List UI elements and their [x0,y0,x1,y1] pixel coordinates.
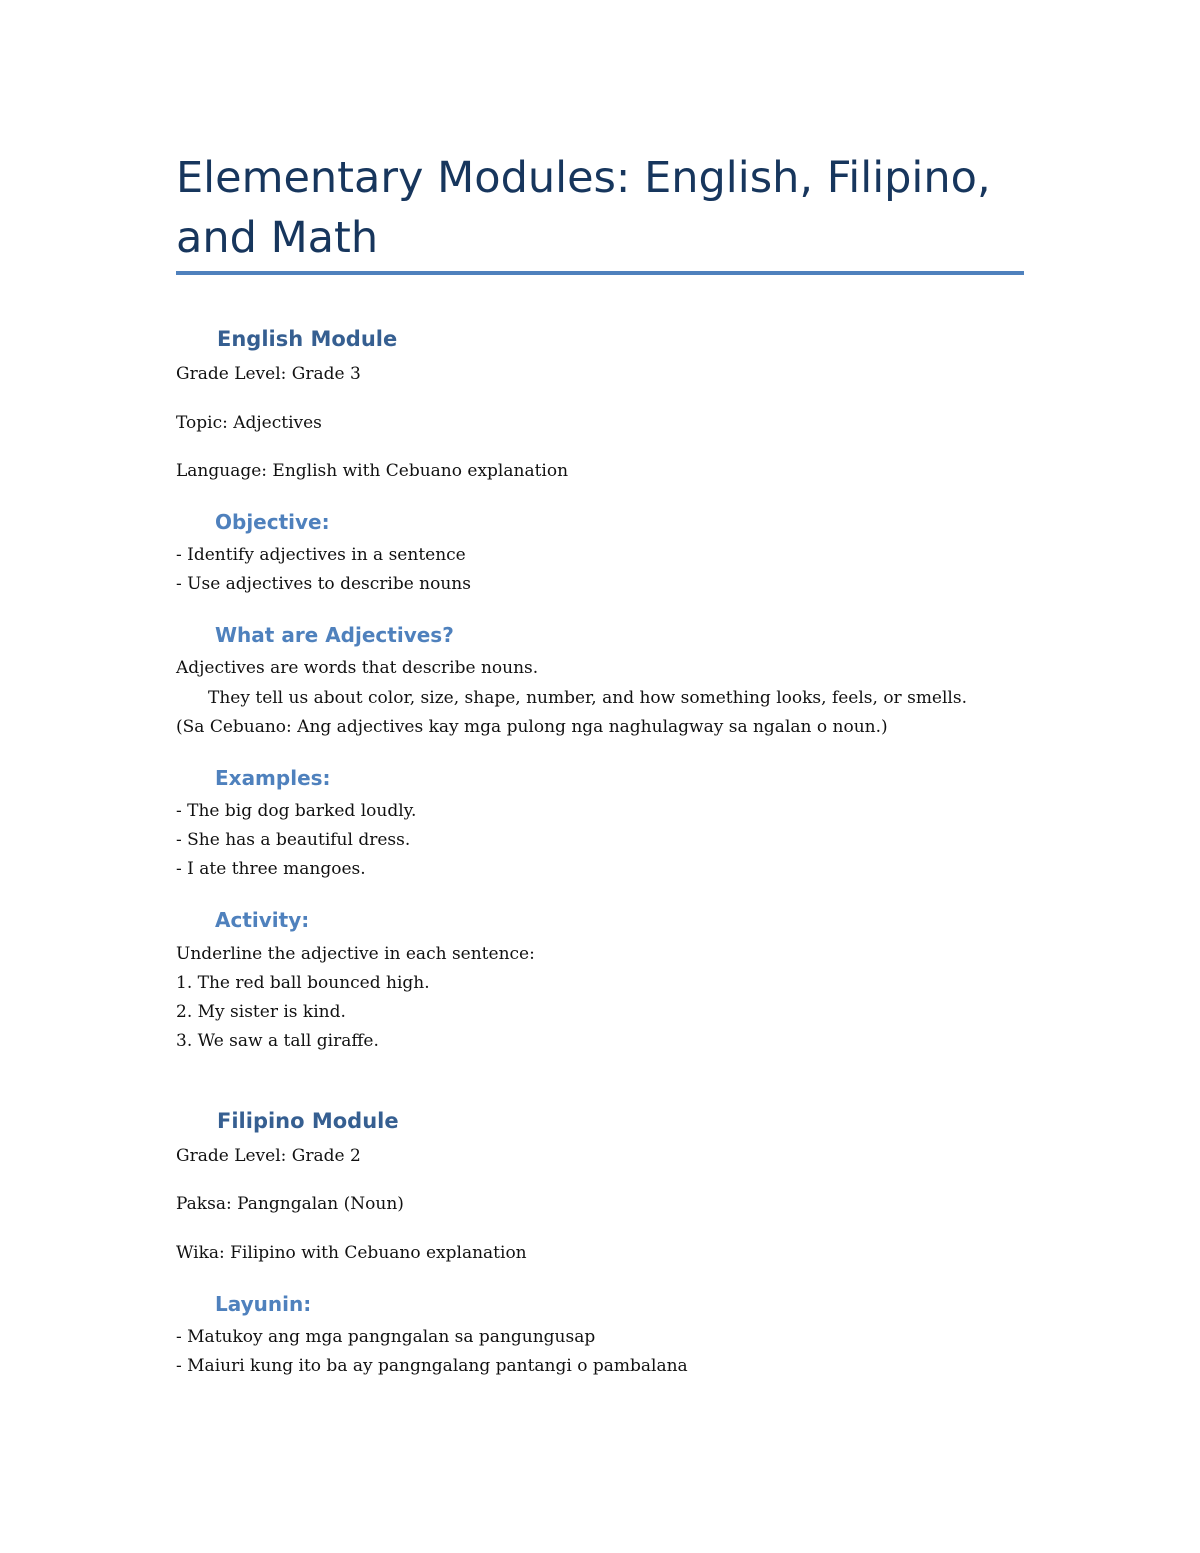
document-title: Elementary Modules: English, Filipino, and Math [176,153,991,263]
objective-item: - Use adjectives to describe nouns [176,574,471,594]
adjectives-definition-line: Adjectives are words that describe nouns. [176,658,539,678]
layunin-item: - Maiuri kung ito ba ay pangngalang pantangi o pambalana [176,1356,688,1376]
example-item: - I ate three mangoes. [176,859,366,879]
objective-item: - Identify adjectives in a sentence [176,545,466,565]
layunin-item: - Matukoy ang mga pangngalan sa pangungusap [176,1327,596,1347]
layunin-heading: Layunin: [215,1292,312,1316]
objective-heading: Objective: [215,510,330,534]
english-language: Language: English with Cebuano explanation [176,461,569,481]
filipino-module-heading: Filipino Module [217,1109,399,1133]
example-item: - The big dog barked loudly. [176,801,417,821]
filipino-language: Wika: Filipino with Cebuano explanation [176,1243,527,1263]
adjectives-cebuano-line: (Sa Cebuano: Ang adjectives kay mga pulong nga naghulagway sa ngalan o noun.) [176,717,888,737]
adjectives-definition-line: They tell us about color, size, shape, number, and how something looks, feels, or smells. [208,688,967,708]
english-topic: Topic: Adjectives [176,413,322,433]
activity-item: 2. My sister is kind. [176,1002,346,1022]
examples-heading: Examples: [215,766,331,790]
example-item: - She has a beautiful dress. [176,830,411,850]
activity-instruction: Underline the adjective in each sentence: [176,944,535,964]
activity-item: 1. The red ball bounced high. [176,973,430,993]
activity-item: 3. We saw a tall giraffe. [176,1031,379,1051]
english-grade-level: Grade Level: Grade 3 [176,364,361,384]
title-underline-rule [176,271,1024,275]
english-module-heading: English Module [217,327,398,351]
what-are-adjectives-heading: What are Adjectives? [215,623,454,647]
filipino-topic: Paksa: Pangngalan (Noun) [176,1194,404,1214]
filipino-grade-level: Grade Level: Grade 2 [176,1146,361,1166]
activity-heading: Activity: [215,908,310,932]
